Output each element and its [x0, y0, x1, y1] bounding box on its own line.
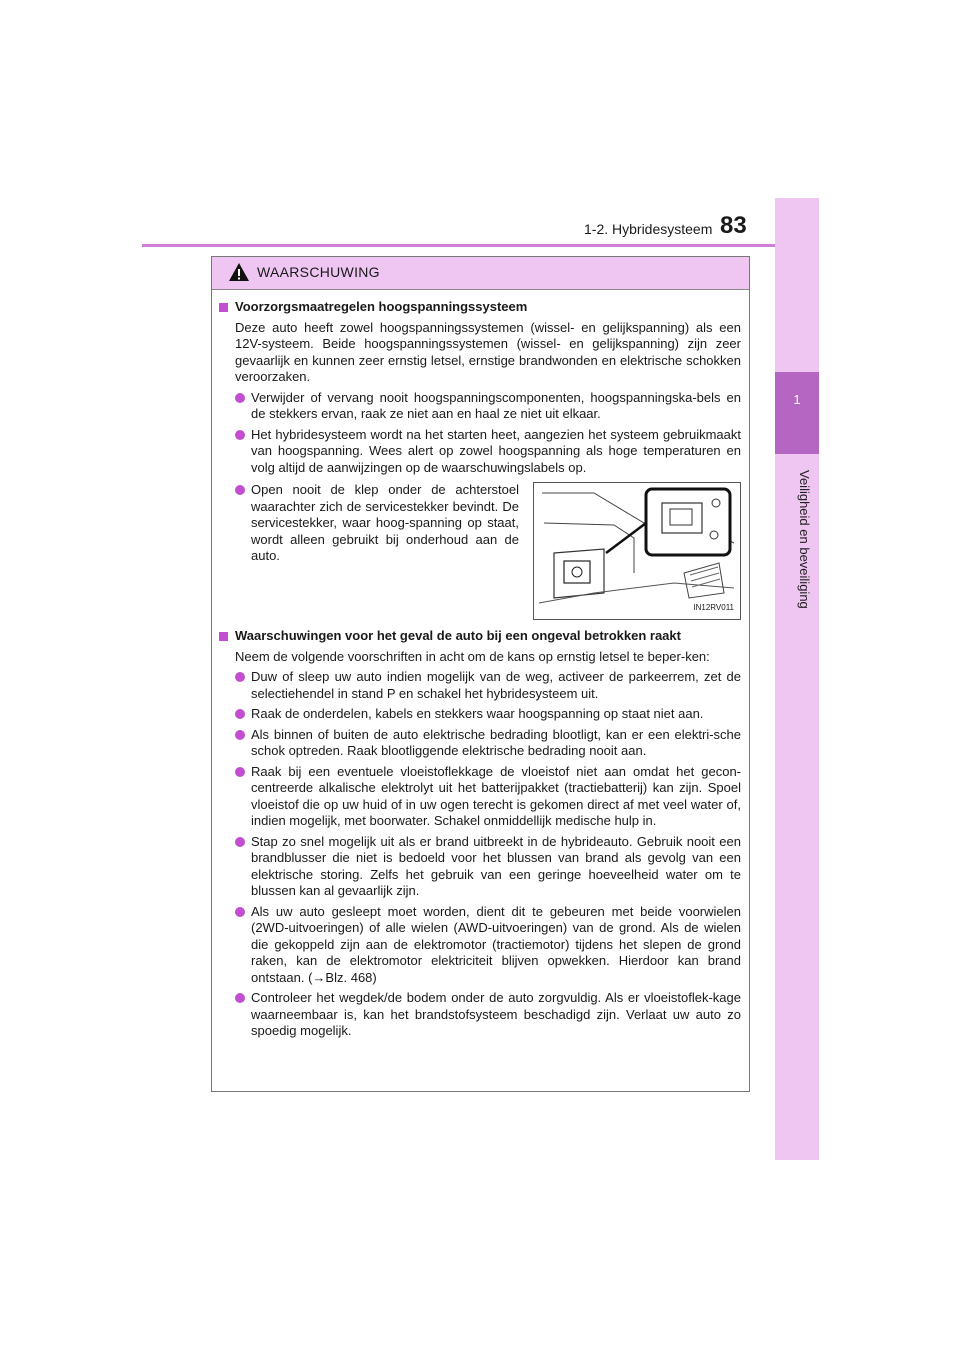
chapter-title: Veiligheid en beveiliging [797, 470, 812, 609]
list-item-text: Open nooit de klep onder de achterstoel waarachter zich de servicestekker bevindt. De servicestekker, waar hoog-spanning op staat, wordt alleen gebruikt bij onderhoud aan de auto. [251, 482, 519, 563]
list-item-text: Raak bij een eventuele vloeistoflekkage de vloeistof niet aan omdat het gecon-centreerde alkalische elektrolyt uit het batterijpakket (tractiebatterij) kan zijn. Spoel vloeistof die op uw huid of in uw ogen terecht is gekomen direct af met veel water of, indien mogelijk, met boorwater. Schakel onmiddellijk medische hulp in. [251, 763, 741, 828]
section-title-text: Voorzorgsmaatregelen hoogspanningssysteem [235, 299, 528, 314]
list-item [218, 390, 741, 423]
service-plug-figure [533, 482, 741, 620]
image-row [218, 482, 741, 620]
service-plug-illustration [534, 483, 740, 617]
section-intro: Deze auto heeft zowel hoogspanningssystemen (wissel- en gelijkspanning) als een 12V-systeem. Beide hoogspanningssystemen (wissel- en gelijkspanning) zijn zeer gevaarlijk en kunnen zeer ernstig letsel, ernstige brandwonden en elektrische schokken veroorzaken. [235, 319, 741, 384]
list-item-text: Controleer het wegdek/de bodem onder de auto zorgvuldig. Als er vloeistoflek-kage waarneembaar is, kan het brandstofsysteem beschadigd zijn. Verlaat uw auto zo spoedig mogelijk. [251, 990, 741, 1038]
list-item [218, 990, 741, 1040]
warning-triangle-icon [228, 262, 250, 282]
warning-content [212, 289, 749, 1040]
header-rule [142, 244, 818, 247]
warning-header [212, 257, 749, 290]
list-item [218, 427, 741, 477]
warning-title: WAARSCHUWING [257, 264, 380, 280]
list-item [218, 764, 741, 830]
list-item [218, 706, 741, 723]
list-item-text: Duw of sleep uw auto indien mogelijk van de weg, activeer de parkeerrem, zet de selectiehendel in stand P en schakel het hybridesysteem uit. [251, 669, 741, 701]
section-title-accident [218, 628, 741, 645]
list-item-text: Als uw auto gesleept moet worden, dient dit te gebeuren met beide voorwielen (2WD-uitvoeringen) of alle wielen (AWD-uitvoeringen) van de grond. Als de wielen die gekoppeld zijn aan de elektromotor (tractiemotor) tijdens het slepen de grond raken, kan de elektromotor elektriciteit blijven opwekken. Hierdoor kan brand ontstaan. (→Blz. 468) [251, 903, 741, 985]
list-item [218, 669, 741, 702]
bullet-dot-icon [235, 907, 245, 917]
bullet-dot-icon [235, 730, 245, 740]
list-item-text: Stap zo snel mogelijk uit als er brand uitbreekt in de hybrideauto. Gebruik nooit een brandblusser die niet is bedoeld voor het blussen van brand als gevolg van een elektrische storing. Zelfs het gebruik van een geringe hoeveelheid water om te blussen kan al gevaarlijk zijn. [251, 833, 741, 898]
side-tab-strip [775, 198, 819, 1160]
bullet-dot-icon [235, 393, 245, 403]
list-item-text: Als binnen of buiten de auto elektrische bedrading blootligt, kan er een elektri-sche schok optreden. Raak blootliggende elektrische bedrading nooit aan. [251, 726, 741, 758]
section-title-high-voltage [218, 299, 741, 316]
list-item [218, 834, 741, 900]
figure-label: IN12RV011 [693, 602, 734, 612]
bullet-dot-icon [235, 767, 245, 777]
section-title-text: Waarschuwingen voor het geval de auto bij een ongeval betrokken raakt [235, 628, 681, 643]
bullet-dot-icon [235, 485, 245, 495]
list-item-text: Raak de onderdelen, kabels en stekkers waar hoogspanning op staat niet aan. [251, 706, 704, 721]
list-item [218, 904, 741, 987]
bullet-dot-icon [235, 993, 245, 1003]
square-bullet-icon [219, 632, 228, 641]
list-item-text: Het hybridesysteem wordt na het starten heet, aangezien het systeem gebruikmaakt van hoogspanning. Wees alert op zowel hoogspanning als hoge temperaturen en volg altijd de aanwijzingen op de waarschuwingslabels op. [251, 426, 741, 475]
bullet-dot-icon [235, 430, 245, 440]
warning-box [211, 256, 750, 1092]
section-intro: Neem de volgende voorschriften in acht om de kans op ernstig letsel te beper-ken: [235, 648, 710, 664]
bullet-dot-icon [235, 837, 245, 847]
side-tab-chapter-marker [775, 372, 819, 454]
page-number: 83 [720, 212, 747, 239]
bullet-dot-icon [235, 709, 245, 719]
header-section-title: 1-2. Hybridesysteem [584, 221, 713, 237]
chapter-number: 1 [793, 392, 801, 407]
list-item [218, 482, 519, 620]
bullet-dot-icon [235, 672, 245, 682]
list-item-text: Verwijder of vervang nooit hoogspanningscomponenten, hoogspanningska-bels en de stekkers ervan, raak ze niet aan en haal ze niet uit elkaar. [251, 389, 741, 421]
list-item [218, 727, 741, 760]
square-bullet-icon [219, 303, 228, 312]
